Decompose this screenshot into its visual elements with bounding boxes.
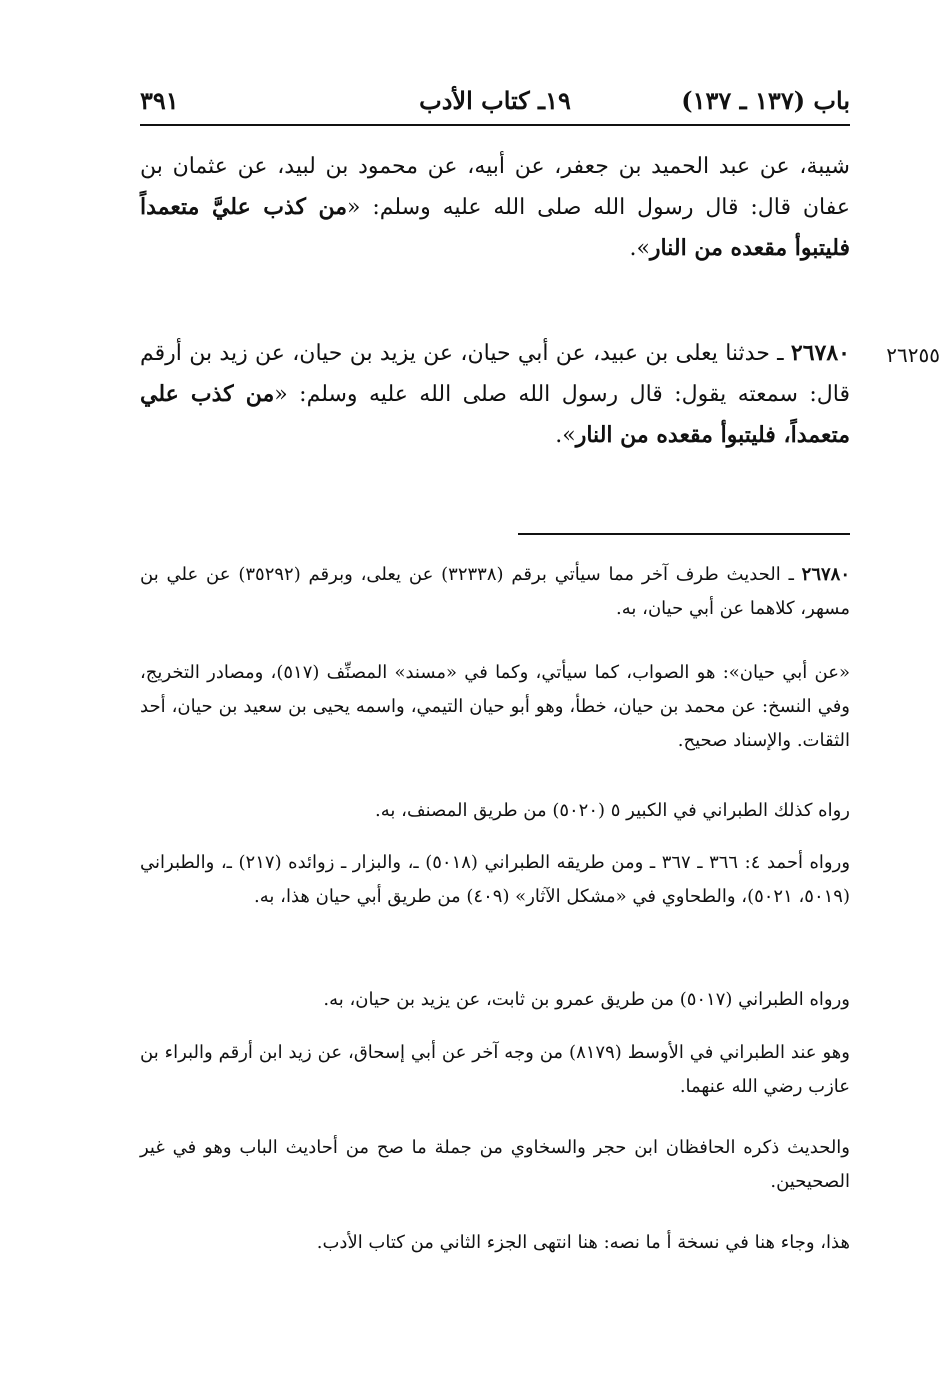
- footnote-2: «عن أبي حيان»: هو الصواب، كما سيأتي، وكما في «مسند» المصنِّف (٥١٧)، ومصادر التخريج، وفي النسخ: عن محمد بن حيان، خطأ، وهو أبو حيان التيمي، واسمه يحيى بن سعيد بن حيان، أحد الثقات. والإسناد صحيح.: [140, 662, 850, 751]
- margin-hadith-number: ٢٦٢٥٥: [886, 343, 940, 367]
- paragraph-text: شيبة، عن عبد الحميد بن جعفر، عن أبيه، عن محمود بن لبيد، عن عثمان بن عفان قال: قال رسول الله صلى الله عليه وسلم: «: [140, 154, 851, 220]
- footnote-7: والحديث ذكره الحافظان ابن حجر والسخاوي من جملة ما صح من أحاديث الباب وهو في غير الصحيحين.: [140, 1137, 850, 1192]
- hadith-quote: من كذب عليَّ متعمداً فليتبوأ مقعده من النار: [140, 194, 850, 261]
- hadith-continuation-paragraph: [140, 146, 850, 269]
- hadith-paragraph: [140, 333, 850, 456]
- footnote-3: رواه كذلك الطبراني في الكبير ٥ (٥٠٢٠) من طريق المصنف، به.: [375, 800, 850, 821]
- footnote-text: ـ الحديث طرف آخر مما سيأتي برقم (٣٢٣٣٨) عن يعلى، وبرقم (٣٥٢٩٢) عن علي بن مسهر، كلاهما عن أبي حيان، به.: [140, 564, 850, 619]
- footnote-number: ٢٦٧٨٠: [801, 564, 851, 585]
- paragraph-text: ـ حدثنا يعلى بن عبيد، عن أبي حيان، عن يزيد بن حيان، عن زيد بن أرقم قال: سمعته يقول: قال رسول الله صلى الله عليه وسلم: «: [140, 341, 850, 407]
- page-header: [140, 78, 850, 122]
- book-title: ١٩ـ كتاب الأدب: [419, 86, 571, 115]
- header-rule: [140, 124, 850, 126]
- hadith-quote: من كذب علي متعمداً، فليتبوأ مقعده من النار: [140, 381, 850, 448]
- footnote-4: ورواه أحمد ٤: ٣٦٦ ـ ٣٦٧ ـ ومن طريقه الطبراني (٥٠١٨) ـ، والبزار ـ زوائده (٢١٧) ـ، والطبراني (٥٠١٩، ٥٠٢١)، والطحاوي في «مشكل الآثار» (٤٠٩) من طريق أبي حيان هذا، به.: [140, 852, 851, 907]
- footnote-6: وهو عند الطبراني في الأوسط (٨١٧٩) من وجه آخر عن أبي إسحاق، عن زيد ابن أرقم والبراء بن عازب رضي الله عنهما.: [140, 1042, 850, 1097]
- footnote-separator: [518, 533, 850, 535]
- footnote-1: [140, 558, 850, 626]
- hadith-number: ٢٦٧٨٠: [790, 340, 850, 366]
- footnote-5: ورواه الطبراني (٥٠١٧) من طريق عمرو بن ثابت، عن يزيد بن حيان، به.: [323, 989, 850, 1010]
- footnote-8: هذا، وجاء هنا في نسخة أ ما نصه: هنا انتهى الجزء الثاني من كتاب الأدب.: [316, 1232, 850, 1253]
- page-number: ٣٩١: [140, 86, 179, 115]
- paragraph-text-end: ».: [629, 236, 650, 261]
- paragraph-text-end: ».: [555, 423, 576, 448]
- chapter-reference: باب (١٣٧ ـ ١٣٧): [681, 86, 850, 115]
